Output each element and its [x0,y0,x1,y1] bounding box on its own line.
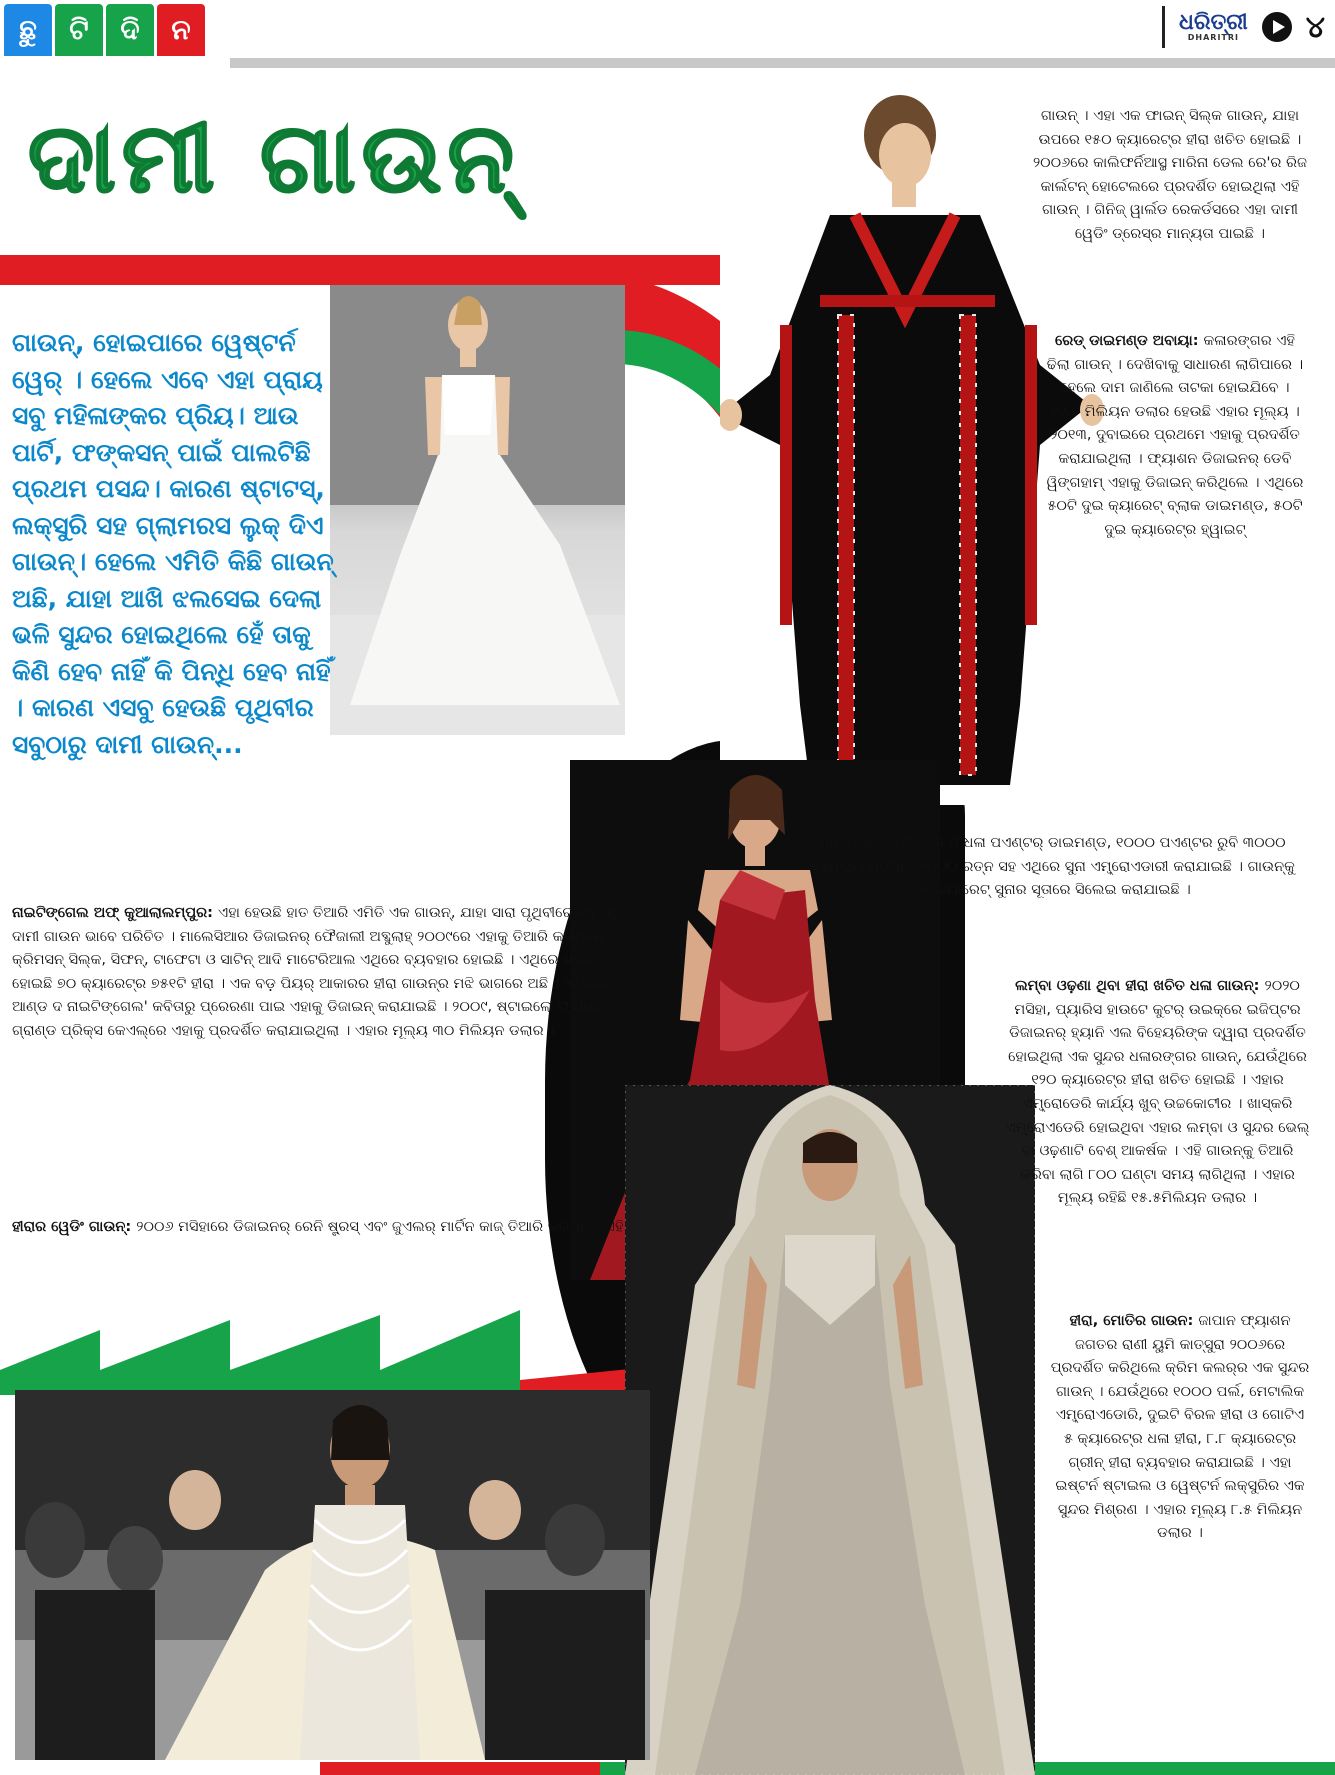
story-red-diamond [1045,330,1305,542]
story-pearl-gown [1050,1310,1310,1546]
brand-name: ଧରିତ୍ରୀ [1179,10,1248,35]
pearl-dress-photo [15,1390,650,1760]
story-heading: ଲମ୍ବା ଓଢ଼ଣା ଥିବା ହୀରା ଖଚିତ ଧଳା ଗାଉନ୍: [1015,978,1265,994]
story-nightingale [12,902,624,1044]
page-headline: ଦାମୀ ଗାଉନ୍ [28,102,520,214]
brand-subtitle: DHARITRI [1187,33,1240,42]
story-body: ଜାପାନ ଫ୍ୟାଶନ ଜଗତର ରାଣୀ ୟୁମି କାତ୍ସୁରା ୨୦୦୬ରେ ପ୍ରଦର୍ଶିତ କରିଥିଲେ କ୍ରିମ କଲର୍‌ର ଏକ ସୁନ୍ଦର ଗାଉନ୍ । ଯେଉଁଥିରେ ୧୦୦୦ ପର୍ଲ, ମେଟାଲିକ ଏମ୍ବ୍ରୋଏଡୋରି, ଦୁଇଟି ବିରଳ ହୀରା ଓ ଗୋଟିଏ ୫ କ୍ୟାରେଟ୍‌ର ଧଳା ହୀରା, ୮.୮ କ୍ୟାରେଟ୍‌ର ଗ୍ରୀନ୍ ହୀରା ବ୍ୟବହାର କରାଯାଇଛି । ଏହା ଇଷ୍ଟର୍ନ ଷ୍ଟାଇଲ ଓ ୱେଷ୍ଟର୍ନ ଲକ୍ସୁରିର ଏକ ସୁନ୍ଦର ମିଶ୍ରଣ । ଏହାର ମୂଲ୍ୟ ୮.୫ ମିଲିୟନ ଡଲାର । [1050,1313,1310,1542]
section-tab: ଦି [106,4,154,56]
story-red-diamond-continued: ଡାଇମଣ୍ଡ, ୧୮୯୯ କଳା ଓ ଧଳା ପଏଣ୍ଟର୍ ଡାଇମଣ୍ଡ, ୧୦୦୦ ପଏଣ୍ଟର ରୁବି ୩୦୦୦ ବହୁମୂଲ୍ୟ ଷ୍ଟୋନ୍, ୨୦୦୦ ରତ୍ନ ସହ ଏଥିରେ ସୁନା ଏମ୍ବ୍ରୋଏଡାରୀ କରାଯାଇଛି । ଗାଉନ୍‌କୁ ୧୪ କ୍ୟାରେଟ୍ ସୁନାର ସୂତାରେ ସିଲେଇ କରାଯାଇଛି । [810,835,1295,899]
brand-logo [1179,12,1248,42]
page-number: ୪ [1305,9,1325,45]
section-tab: ଟି [55,4,103,56]
play-icon [1262,12,1292,42]
header-rule [230,58,1335,68]
page-header [0,0,1335,62]
story-body: ଏହା ହେଉଛି ହାତ ତିଆରି ଏମିତି ଏକ ଗାଉନ୍, ଯାହା ସାରା ପୃଥିବୀରେ ସବୁଠାରୁ ଦାମୀ ଗାଉନ ଭାବେ ପରିଚିତ । ମାଲେସିଆର ଡିଜାଇନର୍ ଫୈଜାଲୀ ଅବ୍ଦୁଲାହ୍ ୨୦୦୯ରେ ଏହାକୁ ତିଆରି କରିଥିଲେ । କ୍ରିମସନ୍ ସିଲ୍କ, ସିଫନ୍, ଟାଫେଟା ଓ ସାଟିନ୍ ଆଦି ମାଟେରିଆଲ ଏଥିରେ ବ୍ୟବହାର ହୋଇଛି । ଏଥିରେ ଖଚିତ ହୋଇଛି ୭୦ କ୍ୟାରେଟ୍‌ର ୭୫୧ଟି ହୀରା । ଏକ ବଡ଼ ପିୟର୍ ଆକାରର ହୀରା ଗାଉନ୍‌ର ମଝି ଭାଗରେ ଅଛି । 'ଦ ରୋଜ ଆଣ୍ଡ ଦ ନାଇଟିଙ୍ଗେଲ' କବିତାରୁ ପ୍ରେରଣା ପାଇ ଏହାକୁ ଡିଜାଇନ୍ କରାଯାଇଛି । ୨୦୦୯, ଷ୍ଟାଇଲୋ ଫ୍ୟାଶନ ଗ୍ରାଣ୍ଡ ପ୍ରିକ୍ସ କେଏଲ୍‌ରେ ଏହାକୁ ପ୍ରଦର୍ଶିତ କରାଯାଇଥିଲା । ଏହାର ମୂଲ୍ୟ ୩୦ ମିଲିୟନ ଡଲାର । [12,905,622,1039]
section-title-tabs [4,4,205,56]
story-body: ୨୦୨୦ ମସିହା, ପ୍ୟାରିସ ହାଉଟେ କୁଟର୍ ଉଇକ୍‌ରେ ଇଜିପ୍ଟର ଡିଜାଇନର୍ ହ୍ୟାନି ଏଲ ବିହେୟରିଙ୍କ ଦ୍ୱାରା ପ୍ରଦର୍ଶିତ ହୋଇଥିଲା ଏକ ସୁନ୍ଦର ଧଳାରଙ୍ଗର ଗାଉନ୍, ଯେଉଁଥିରେ ୧୨୦ କ୍ୟାରେଟ୍‌ର ହୀରା ଖଚିତ ହୋଇଛି । ଏହାର ଏମ୍ବ୍ରୋଡେରି କାର୍ଯ୍ୟ ଖୁବ୍ ଉଚ୍ଚକୋଟୀର । ଖାସ୍‌କରି ଏମ୍ବ୍ରୋଏଡେରି ହୋଇଥିବା ଏହାର ଲମ୍ବା ଓ ସୁନ୍ଦର ଭେଲ୍ ବା ଓଢ଼ଣାଟି ବେଶ୍ ଆକର୍ଷକ । ଏହି ଗାଉନ୍‌କୁ ତିଆରି କରିବା ଲାଗି ୮୦୦ ଘଣ୍ଟା ସମୟ ଲାଗିଥିଲା । ଏହାର ମୂଲ୍ୟ ରହିଛି ୧୫.୫ମିଲିୟନ ଡଲାର । [1005,978,1310,1207]
story-heading: ରେଡ୍ ଡାଇମଣ୍ଡ ଅବାୟା: [1055,333,1204,349]
story-diamond-wedding-continued: ଗାଉନ୍ । ଏହା ଏକ ଫାଇନ୍ ସିଲ୍କ ଗାଉନ୍, ଯାହା ଉପରେ ୧୫୦ କ୍ୟାରେଟ୍‌ର ହୀରା ଖଚିତ ହୋଇଛି । ୨୦୦୬ରେ କାଲିଫର୍ନିଆସ୍ଥ ମାରିନା ଡେଲ ରେ'ର ରିଜ କାର୍ଲଟନ୍ ହୋଟେଲରେ ପ୍ରଦର୍ଶିତ ହୋଇଥିଲା ଏହି ଗାଉନ୍ । ଗିନିଜ୍ ୱାର୍ଲଡ ରେକର୍ଡସରେ ଏହା ଦାମୀ ୱେଡିଂ ଡ୍ରେସ୍‌ର ମାନ୍ୟତା ପାଇଛି । [1032,108,1308,242]
story-body: କଳାରଙ୍ଗର ଏହି ଢିଲା ଗାଉନ୍ । ଦେଖିବାକୁ ସାଧାରଣ ଲାଗିପାରେ । ହେଲେ ଦାମ ଜାଣିଲେ ତାଟକା ହୋଇଯିବେ । ୧୭.୭ ମିଲିୟନ ଡଲାର ହେଉଛି ଏହାର ମୂଲ୍ୟ । ୨୦୧୩, ଦୁବାଇରେ ପ୍ରଥମେ ଏହାକୁ ପ୍ରଦର୍ଶିତ କରାଯାଇଥିଲା । ଫ୍ୟାଶନ ଡିଜାଇନର୍ ଡେବି ୱିଙ୍ଗହାମ୍ ଏହାକୁ ଡିଜାଇନ୍ କରିଥିଲେ । ଏଥିରେ ୫୦ଟି ଦୁଇ କ୍ୟାରେଟ୍ ବ୍ଲାକ ଡାଇମଣ୍ଡ, ୫୦ଟି ଦୁଇ କ୍ୟାରେଟ୍‌ର ହ୍ୱାଇଟ୍ [1046,333,1304,538]
story-heading: ନାଇଟିଙ୍ଗେଲ ଅଫ୍ କୁଆଲାଲମ୍ପୁର: [12,905,219,921]
green-zigzag-decoration [0,1300,720,1395]
section-tab: ନ [157,4,205,56]
story-heading: ହୀରା, ମୋତିର ଗାଉନ: [1069,1313,1199,1329]
masthead-right [1162,6,1325,48]
story-heading: ହୀରାର ୱେଡିଂ ଗାଉନ୍: [12,1219,137,1235]
red-banner-band [0,255,765,285]
story-lace-veil [1005,975,1310,1211]
intro-paragraph: ଗାଉନ୍, ହୋଇପାରେ ୱେଷ୍ଟର୍ନ ୱେର୍ । ହେଲେ ଏବେ ଏହା ପ୍ରାୟ ସବୁ ମହିଳାଙ୍କର ପ୍ରିୟ। ଆଉ ପାର୍ଟି, ଫଙ୍କସନ୍ ପାଇଁ ପାଲଟିଛି ପ୍ରଥମ ପସନ୍ଦ। କାରଣ ଷ୍ଟାଟସ୍, ଲକ୍ସୁରି ସହ ଗ୍ଲାମରସ ଲୁକ୍ ଦିଏ ଗାଉନ୍। ହେଲେ ଏମିତି କିଛି ଗାଉନ୍ ଅଛି, ଯାହା ଆଖି ଝଲସେଇ ଦେଲା ଭଳି ସୁନ୍ଦର ହୋଇଥିଲେ ହେଁ ତାକୁ କିଣି ହେବ ନାହିଁ କି ପିନ୍ଧି ହେବ ନାହିଁ । କାରଣ ଏସବୁ ହେଉଛି ପୃଥିବୀର ସବୁଠାରୁ ଦାମୀ ଗାଉନ୍... [12,328,334,759]
silver-gown-photo [625,1085,1035,1775]
header-divider [1162,6,1165,48]
white-gown-photo [330,285,625,735]
story-diamond-wedding [12,1216,624,1240]
section-tab: ଛୁ [4,4,52,56]
story-body: ୨୦୦୬ ମସିହାରେ ଡିଜାଇନର୍ ରେନି ଷ୍ଟ୍ରସ୍ ଏବଂ ଜୁଏଲର୍ ମାର୍ଟିନ କାଜ୍ ତିଆରି କରିଥିଲେ ଏହି [136,1219,624,1235]
